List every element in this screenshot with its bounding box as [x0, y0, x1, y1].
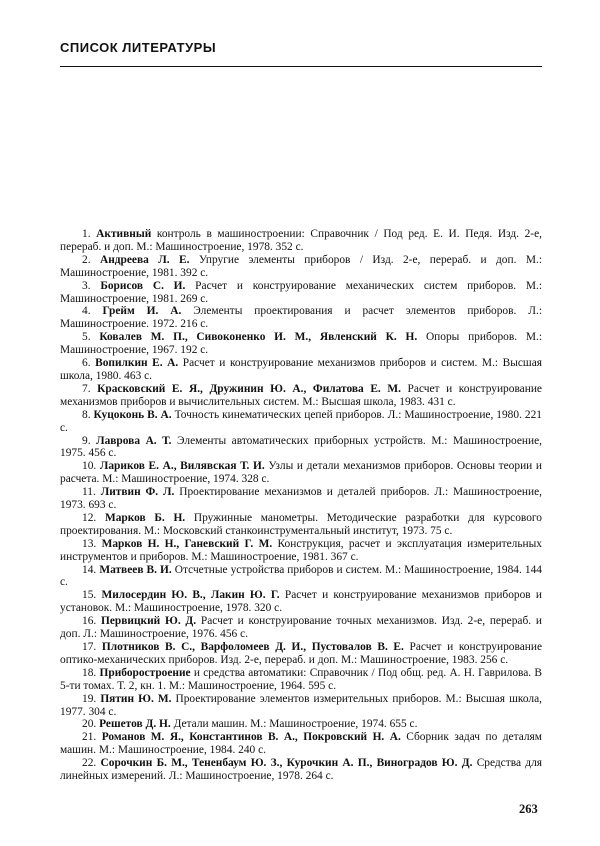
- reference-text: Проектирование элементов измерительных приборов. М.: Высшая школа, 1977. 304 с.: [60, 692, 542, 718]
- reference-author: Сорочкин Б. М., Тененбаум Ю. З., Курочкин А. П., Виноградов Ю. Д.: [100, 757, 473, 770]
- reference-text: Опоры приборов. М.: Машиностроение, 1967. 192 с.: [60, 331, 542, 357]
- reference-author: Лаврова А. Т.: [96, 434, 172, 447]
- reference-number: 12.: [82, 511, 97, 524]
- reference-author: Ковалев М. П., Сивоконенко И. М., Явленский К. Н.: [99, 331, 418, 344]
- reference-number: 20.: [82, 718, 97, 731]
- reference-number: 7.: [82, 382, 91, 395]
- section-title: СПИСОК ЛИТЕРАТУРЫ: [60, 40, 217, 55]
- reference-author: Лариков Е. А., Вилявская Т. И.: [99, 460, 265, 473]
- reference-number: 9.: [82, 434, 91, 447]
- reference-author: Пятин Ю. М.: [100, 692, 172, 705]
- reference-text: Расчет и конструирование точных механизмов. Изд. 2-е, перераб. и доп. Л.: Машиностроение, 1976. 456 с.: [60, 615, 542, 641]
- reference-text: Расчет и конструирование механизмов приборов и систем. М.: Высшая школа, 1980. 463 с.: [60, 357, 542, 382]
- reference-item: [60, 538, 542, 564]
- reference-text: Расчет и конструирование механизмов приборов и установок. М.: Машиностроение, 1978. 320 с.: [60, 589, 542, 615]
- reference-number: 10.: [82, 460, 97, 473]
- reference-number: 1.: [82, 228, 91, 240]
- reference-number: 15.: [82, 589, 97, 602]
- reference-text: Конструкция, расчет и эксплуатация измерительных инструментов и приборов. М.: Машиностроение, 1981. 367 с.: [60, 537, 543, 563]
- reference-author: Плотников В. С., Варфоломеев Д. И., Пустовалов В. Е.: [101, 641, 404, 653]
- reference-author: Грейм И. А.: [102, 305, 182, 318]
- reference-text: Точность кинематических цепей приборов. Л.: Машиностроение, 1980. 221 с.: [60, 408, 542, 434]
- reference-text: Узлы и детали механизмов приборов. Основы теории и расчета. М.: Машиностроение, 1974. 328 с.: [60, 460, 542, 486]
- reference-text: контроль в машиностроении: Справочник / Под ред. Е. И. Педя. Изд. 2-е, перераб. и доп. М.: Машиностроение, 1978. 352 с.: [60, 228, 542, 253]
- reference-item: [60, 460, 542, 486]
- reference-text: Проектирование механизмов и деталей приборов. Л.: Машиностроение, 1973. 693 с.: [60, 486, 542, 512]
- reference-text: Элементы проектирования и расчет элементов приборов. Л.: Машиностроение. 1972. 216 с.: [60, 305, 542, 331]
- reference-number: 22.: [82, 757, 97, 770]
- reference-author: Милосердин Ю. В., Лакин Ю. Г.: [101, 589, 280, 602]
- reference-text: Расчет и конструирование оптико-механических приборов. Изд. 2-е, перераб. и доп. М.: Машиностроение, 1983. 256 с.: [60, 641, 543, 666]
- reference-item: [60, 383, 542, 409]
- reference-number: 16.: [82, 615, 97, 628]
- reference-text: Отсчетные устройства приборов и систем. М.: Машиностроение, 1984. 144 с.: [60, 563, 542, 589]
- reference-author: Марков Н. Н., Ганевский Г. М.: [101, 537, 273, 550]
- reference-text: Сборник задач по деталям машин. М.: Машиностроение, 1984. 240 с.: [60, 731, 542, 757]
- reference-number: 11.: [82, 486, 96, 499]
- reference-author: Решетов Д. Н.: [99, 718, 171, 731]
- reference-item: [60, 486, 542, 512]
- reference-number: 6.: [82, 357, 91, 370]
- reference-number: 18.: [82, 666, 97, 679]
- reference-author: Марков Б. Н.: [104, 511, 186, 524]
- reference-number: 5.: [82, 331, 91, 344]
- reference-list: [60, 228, 542, 783]
- reference-item: [60, 564, 542, 590]
- reference-number: 14.: [82, 563, 97, 576]
- reference-text: Расчет и конструирование механических систем приборов. М.: Машиностроение, 1981. 269 с.: [60, 279, 542, 305]
- reference-number: 19.: [82, 692, 97, 705]
- reference-item: [60, 589, 542, 615]
- page-number: 263: [519, 802, 538, 816]
- reference-author: Вопилкин Е. А.: [95, 357, 179, 370]
- reference-item: [60, 693, 542, 719]
- reference-item: [60, 228, 542, 254]
- reference-author: Литвин Ф. Л.: [100, 486, 175, 499]
- reference-author: Активный: [96, 228, 152, 240]
- reference-text: и средства автоматики: Справочник / Под общ. ред. А. Н. Гаврилова. В 5-ти томах. Т. 2, кн. 1. М.: Машиностроение, 1964. 595 с.: [60, 666, 542, 692]
- reference-author: Андреева Л. Е.: [99, 253, 190, 266]
- reference-text: Пружинные манометры. Методические разработки для курсового проектирования. М.: Московский станкоинструментальный институт, 1973. 75 с.: [60, 511, 542, 537]
- reference-item: [60, 254, 542, 280]
- reference-text: Упругие элементы приборов / Изд. 2-е, перераб. и доп. М.: Машиностроение, 1981. 392 с.: [60, 253, 542, 279]
- reference-item: [60, 331, 542, 357]
- reference-author: Первицкий Ю. Д.: [101, 615, 197, 628]
- reference-number: 8.: [82, 408, 91, 421]
- reference-number: 13.: [82, 537, 97, 550]
- reference-number: 2.: [82, 253, 91, 266]
- reference-author: Романов М. Я., Константинов В. А., Покровский Н. А.: [101, 731, 401, 744]
- reference-item: [60, 667, 542, 693]
- reference-number: 21.: [82, 731, 97, 744]
- reference-number: 4.: [82, 305, 91, 318]
- reference-text: Средства для линейных измерений. Л.: Машиностроение, 1978. 264 с.: [60, 757, 542, 783]
- reference-text: Расчет и конструирование механизмов приборов и вычислительных систем. М.: Высшая школа, 1983. 431 с.: [60, 382, 542, 408]
- reference-item: [60, 512, 542, 538]
- reference-item: [60, 357, 542, 383]
- reference-author: Куцоконь В. А.: [93, 408, 172, 421]
- reference-number: 17.: [82, 641, 97, 653]
- reference-item: [60, 615, 542, 641]
- header-rule: [60, 66, 542, 67]
- reference-item: [60, 409, 542, 435]
- reference-text: Элементы автоматических приборных устройств. М.: Машиностроение, 1975. 456 с.: [60, 434, 542, 460]
- reference-author: Борисов С. И.: [100, 279, 186, 292]
- reference-item: [60, 718, 542, 731]
- reference-author: Матвеев В. И.: [99, 563, 172, 576]
- reference-item: [60, 435, 542, 461]
- reference-number: 3.: [82, 279, 91, 292]
- reference-item: [60, 305, 542, 331]
- reference-item: [60, 641, 542, 667]
- reference-item: [60, 280, 542, 306]
- reference-item: [60, 757, 542, 783]
- reference-text: Детали машин. М.: Машиностроение, 1974. 655 с.: [170, 718, 418, 731]
- reference-author: Красковский Е. Я., Дружинин Ю. А., Филатова Е. М.: [97, 382, 401, 395]
- reference-item: [60, 731, 542, 757]
- reference-author: Приборостроение: [99, 666, 191, 679]
